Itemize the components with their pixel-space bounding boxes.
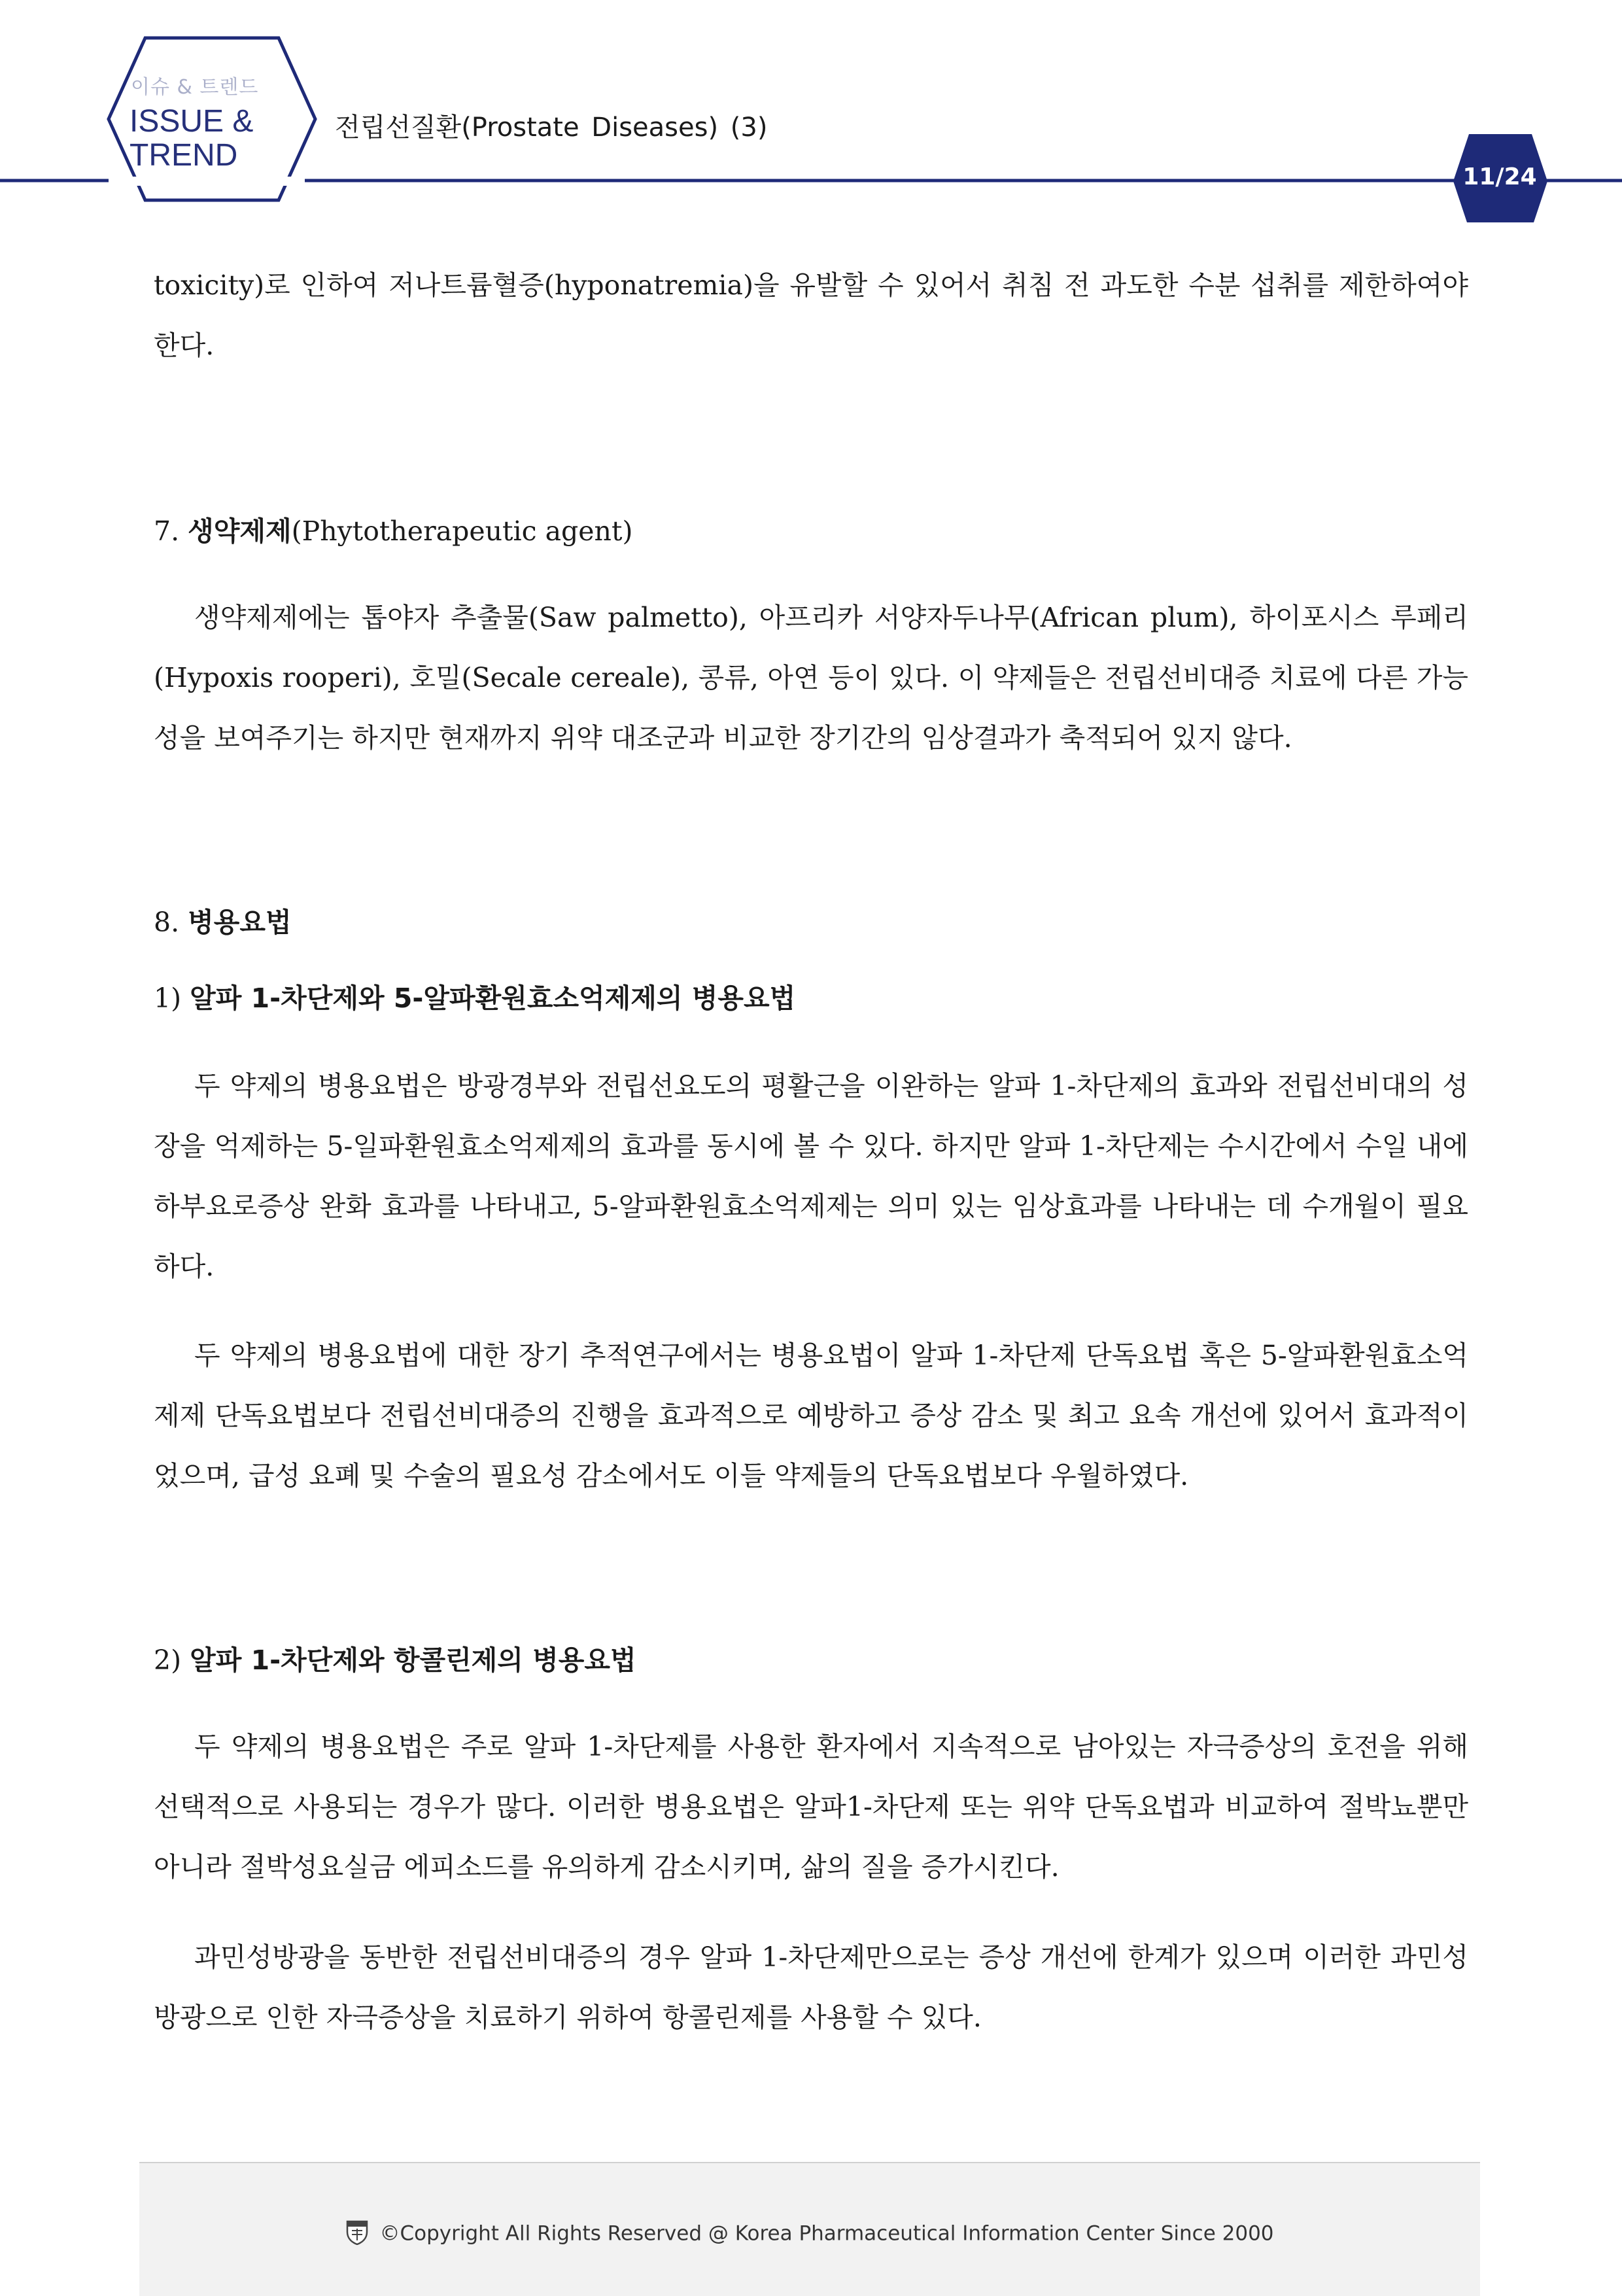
page-header <box>0 0 1622 222</box>
page-footer <box>139 2162 1480 2296</box>
section-8-2-title: 알파 1-차단제와 항콜린제의 병용요법 <box>190 1644 636 1676</box>
page-number: 11/24 <box>1462 164 1537 190</box>
section-8-1-paragraph-1: 두 약제의 병용요법은 방광경부와 전립선요도의 평활근을 이완하는 알파 1-차단제의 효과와 전립선비대의 성장을 억제하는 5-일파환원효소억제제의 효과를 동시에 볼 수 있다. 하지만 알파 1-차단제는 수시간에서 수일 내에 하부요로증상 완화 효과를 나타내고, 5-알파환원효소억제제는 의미 있는 임상효과를 나타내는 데 수개월이 필요하다. <box>154 1070 1468 1282</box>
footer-copyright-line <box>139 2219 1480 2250</box>
section-8-title: 병용요법 <box>188 907 292 938</box>
badge-title-en: ISSUE & TREND <box>129 104 254 173</box>
section-7-title: 생약제제 <box>188 515 292 547</box>
paragraph-continuation: toxicity)로 인하여 저나트륨혈증(hyponatremia)을 유발할 수 있어서 취침 전 과도한 수분 섭취를 제한하여야 한다. <box>154 270 1468 361</box>
section-7-heading <box>154 501 1468 561</box>
section-8-heading <box>154 892 1468 952</box>
section-8-1-title: 알파 1-차단제와 5-알파환원효소억제제의 병용요법 <box>190 983 796 1014</box>
section-8-2-heading <box>154 1630 1468 1690</box>
kpic-shield-logo-icon <box>345 2219 369 2250</box>
section-8-2-paragraph-2: 과민성방광을 동반한 전립선비대증의 경우 알파 1-차단제만으로는 증상 개선에 한계가 있으며 이러한 과민성방광으로 인한 자극증상을 치료하기 위하여 항콜린제를 사용할 수 있다. <box>154 1941 1468 2033</box>
section-7-paragraph: 생약제제에는 톱야자 추출물(Saw palmetto), 아프리카 서양자두나무(African plum), 하이포시스 루페리(Hypoxis rooperi), 호밀(Secale cereale), 콩류, 아연 등이 있다. 이 약제들은 전립선비대증 치료에 다른 가능성을 보여주기는 하지만 현재까지 위약 대조군과 비교한 장기간의 임상결과가 축적되어 있지 않다. <box>154 602 1468 754</box>
footer-copyright: ©Copyright All Rights Reserved @ Korea Pharmaceutical Information Center Since 2000 <box>379 2221 1274 2246</box>
main-content <box>154 255 1468 2047</box>
section-8-1-number: 1) <box>154 983 182 1014</box>
document-title: 전립선질환(Prostate Diseases) (3) <box>335 113 768 143</box>
section-7-title-en: (Phytotherapeutic agent) <box>291 515 633 547</box>
section-8-2-paragraph-1: 두 약제의 병용요법은 주로 알파 1-차단제를 사용한 환자에서 지속적으로 남아있는 자극증상의 호전을 위해 선택적으로 사용되는 경우가 많다. 이러한 병용요법은 알파1-차단제 또는 위약 단독요법과 비교하여 절박뇨뿐만 아니라 절박성요실금 에피소드를 유의하게 감소시키며, 삶의 질을 증가시킨다. <box>154 1731 1468 1883</box>
section-8-2-number: 2) <box>154 1644 182 1676</box>
section-8-1-paragraph-2: 두 약제의 병용요법에 대한 장기 추적연구에서는 병용요법이 알파 1-차단제 단독요법 혹은 5-알파환원효소억제제 단독요법보다 전립선비대증의 진행을 효과적으로 예방하고 증상 감소 및 최고 요속 개선에 있어서 효과적이었으며, 급성 요폐 및 수술의 필요성 감소에서도 이들 약제들의 단독요법보다 우월하였다. <box>154 1340 1468 1491</box>
section-8-number: 8. <box>154 907 180 938</box>
section-7-number: 7. <box>154 515 180 547</box>
section-8-1-heading <box>154 968 1468 1028</box>
badge-subtitle-ko: 이슈 & 트렌드 <box>131 76 259 99</box>
